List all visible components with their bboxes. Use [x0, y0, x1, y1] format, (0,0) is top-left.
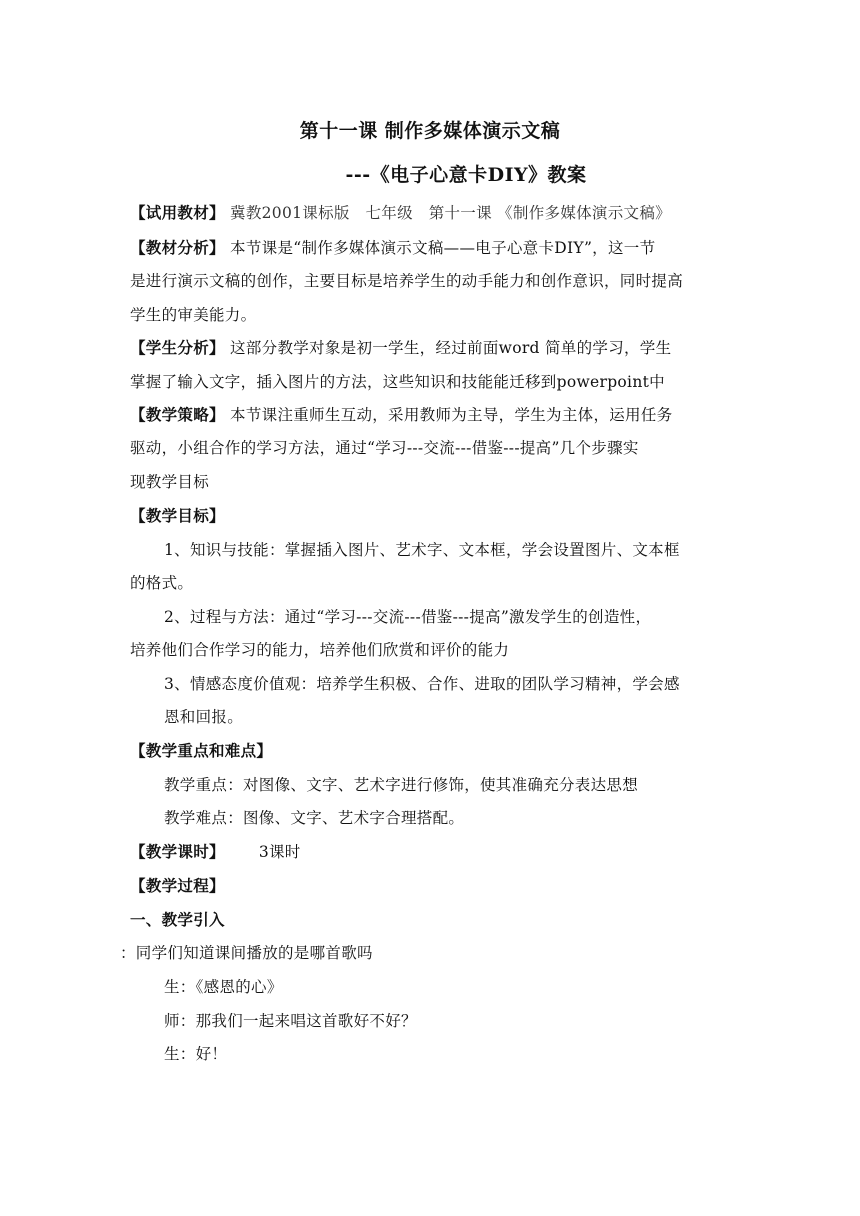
materials-label: 【试用教材】	[130, 203, 225, 222]
goal-2-line-2: 培养他们合作学习的能力，培养他们欣赏和评价的能力	[130, 641, 510, 659]
key-difficulty: 教学难点：图像、文字、艺术字合理搭配。	[164, 809, 465, 827]
goals-label: 【教学目标】	[130, 506, 225, 525]
strategy-line-1	[130, 405, 730, 425]
analysis-line-3: 学生的审美能力。	[130, 306, 257, 324]
dialogue-q1: ：同学们知道课间播放的是哪首歌吗	[120, 944, 373, 962]
lesson-subtitle: ---《电子心意卡DIY》教案	[345, 164, 587, 186]
analysis-line-2: 是进行演示文稿的创作，主要目标是培养学生的动手能力和创作意识，同时提高	[130, 272, 684, 290]
goal-3-line-1: 3、情感态度价值观：培养学生积极、合作、进取的团队学习精神，学会感	[164, 675, 680, 693]
analysis-text-1: 本节课是“制作多媒体演示文稿——电子心意卡DIY”，这一节	[230, 239, 656, 257]
hours-label: 【教学课时】	[130, 842, 225, 861]
analysis-label: 【教材分析】	[130, 238, 225, 257]
hours-value: 3课时	[258, 843, 301, 861]
process-label: 【教学过程】	[130, 876, 225, 895]
goal-1-line-2: 的格式。	[130, 574, 194, 592]
key-focus: 教学重点：对图像、文字、艺术字进行修饰，使其准确充分表达思想	[164, 776, 639, 794]
goal-3-line-2: 恩和回报。	[164, 708, 244, 726]
strategy-label: 【教学策略】	[130, 405, 225, 424]
strategy-line-2: 驱动，小组合作的学习方法，通过“学习---交流---借鉴---提高”几个步骤实	[130, 439, 639, 457]
dialogue-a2: 生：好！	[164, 1045, 228, 1063]
dialogue-a1: 生：《感恩的心》	[164, 978, 283, 996]
students-text-1: 这部分教学对象是初一学生，经过前面word 简单的学习，学生	[230, 339, 672, 357]
students-label: 【学生分析】	[130, 338, 225, 357]
process-section-1: 一、教学引入	[130, 910, 225, 929]
materials-line	[130, 203, 730, 223]
hours-line	[130, 842, 730, 862]
strategy-line-3: 现教学目标	[130, 473, 210, 491]
students-line-1	[130, 338, 730, 358]
goal-2-line-1: 2、过程与方法：通过“学习---交流---借鉴---提高”激发学生的创造性，	[164, 608, 652, 626]
students-line-2: 掌握了输入文字，插入图片的方法，这些知识和技能能迁移到powerpoint中	[130, 373, 665, 391]
analysis-line-1	[130, 238, 730, 258]
strategy-text-1: 本节课注重师生互动，采用教师为主导，学生为主体，运用任务	[230, 406, 673, 424]
goal-1-line-1: 1、知识与技能：掌握插入图片、艺术字、文本框，学会设置图片、文本框	[164, 541, 680, 559]
lesson-title: 第十一课 制作多媒体演示文稿	[299, 120, 561, 142]
materials-value: 冀教2001课标版 七年级 第十一课 《制作多媒体演示文稿》	[230, 204, 671, 222]
key-points-label: 【教学重点和难点】	[130, 741, 273, 760]
dialogue-q2: 师：那我们一起来唱这首歌好不好？	[164, 1012, 417, 1030]
